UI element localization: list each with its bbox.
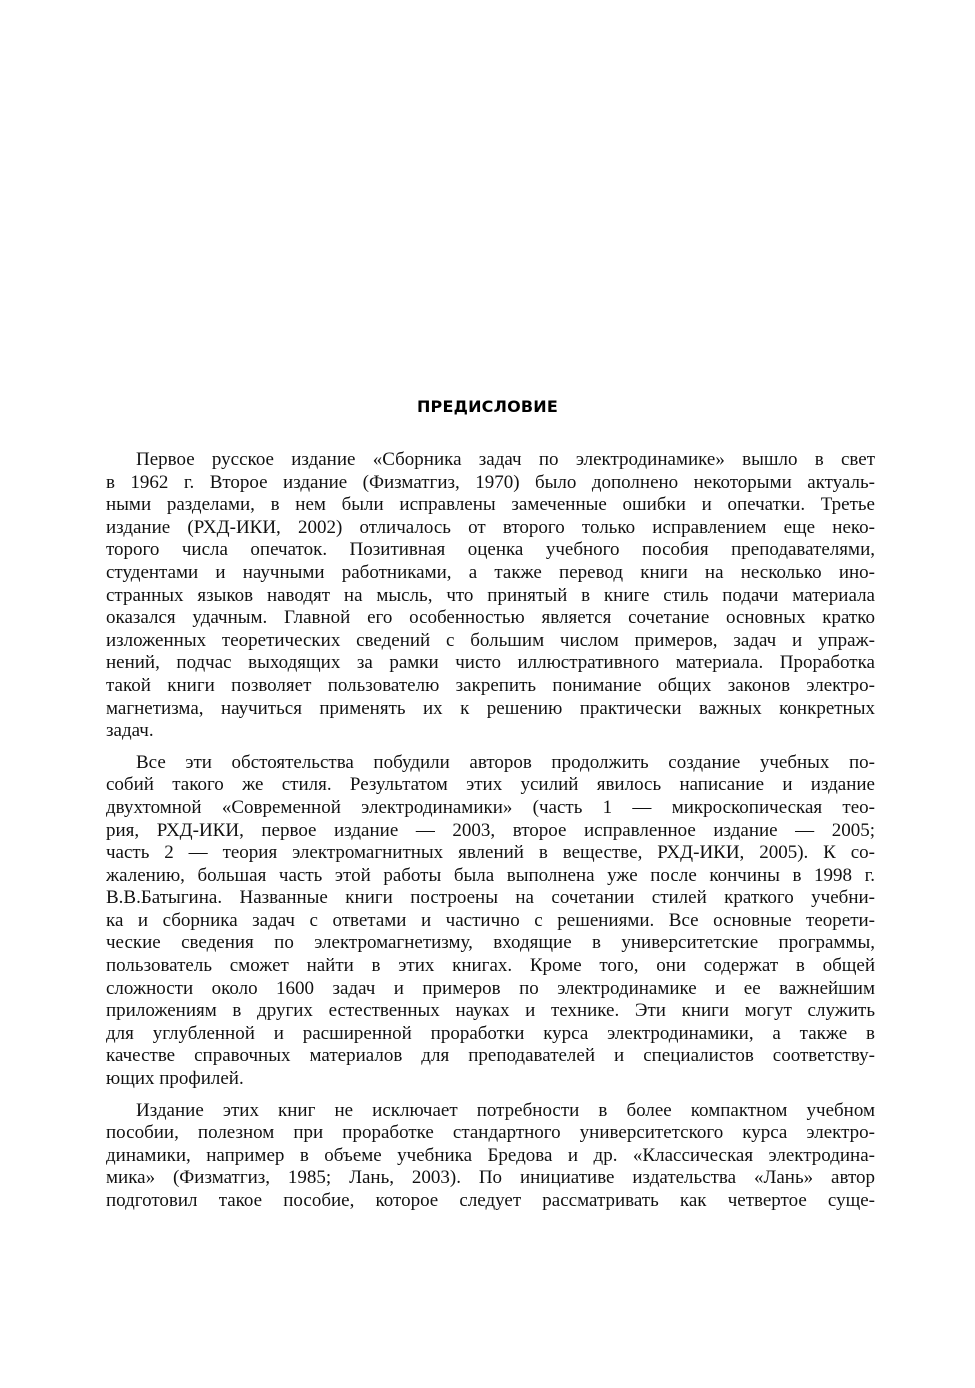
text-line: издание (РХД-ИКИ, 2002) отличалось от второго только исправлением еще неко-: [106, 516, 875, 538]
text-line: нений, подчас выходящих за рамки чисто иллюстративного материала. Проработка: [106, 652, 875, 674]
text-line: оказался удачным. Главной его особенностью является сочетание основных кратко: [106, 607, 875, 629]
text-line: Издание этих книг не исключает потребности в более компактном учебном: [136, 1099, 875, 1121]
text-line: в 1962 г. Второе издание (Физматгиз, 1970) было дополнено некоторыми актуаль-: [106, 471, 875, 493]
text-line: Все эти обстоятельства побудили авторов продолжить создание учебных по-: [136, 751, 875, 773]
text-line: Первое русское издание «Сборника задач по электродинамике» вышло в свет: [136, 449, 875, 470]
text-line: задач.: [106, 720, 154, 742]
text-line: мика» (Физматгиз, 1985; Лань, 2003). По инициативе издательства «Лань» автор: [106, 1167, 875, 1189]
text-line: изложенных теоретических сведений с большим числом примеров, задач и упраж-: [106, 629, 875, 651]
text-line: для углубленной и расширенной проработки курса электродинамики, а также в: [106, 1022, 875, 1044]
text-line: ка и сборника задач с ответами и частично с решениями. Все основные теорети-: [106, 909, 875, 931]
body-text: [106, 449, 875, 1222]
text-line: собий такого же стиля. Результатом этих усилий явилось написание и издание: [106, 774, 875, 796]
text-line: ными разделами, в нем были исправлены замеченные ошибки и опечатки. Третье: [106, 494, 875, 516]
text-line: качестве справочных материалов для преподавателей и специалистов соответству-: [106, 1045, 875, 1067]
paragraph: [106, 1100, 875, 1213]
text-line: рия, РХД-ИКИ, первое издание — 2003, второе исправленное издание — 2005;: [106, 819, 875, 841]
text-line: торого числа опечаток. Позитивная оценка учебного пособия преподавателями,: [106, 539, 875, 561]
text-line: сложности около 1600 задач и примеров по электродинамике и ее важнейшим: [106, 977, 875, 999]
text-line: приложениям в других естественных науках и технике. Эти книги могут служить: [106, 1000, 875, 1022]
page-title: ПРЕДИСЛОВИЕ: [416, 397, 559, 416]
text-line: ческие сведения по электромагнетизму, входящие в университетские программы,: [106, 932, 875, 954]
text-line: жалению, большая часть этой работы была выполнена уже после кончины в 1998 г.: [106, 864, 875, 886]
text-line: студентами и научными работниками, а также перевод книги на несколько ино-: [106, 561, 875, 583]
paragraph: [106, 449, 875, 743]
text-line: такой книги позволяет пользователю закрепить понимание общих законов электро-: [106, 674, 875, 696]
paragraph: [106, 752, 875, 1091]
text-line: подготовил такое пособие, которое следует рассматривать как четвертое суще-: [106, 1190, 875, 1211]
text-line: двухтомной «Современной электродинамики» (часть 1 — микроскопическая тео-: [106, 796, 875, 818]
text-line: ющих профилей.: [106, 1068, 244, 1090]
text-line: динамики, например в объеме учебника Бредова и др. «Классическая электродина-: [106, 1144, 875, 1166]
text-line: В.В.Батыгина. Названные книги построены на сочетании стилей краткого учебни-: [106, 887, 875, 909]
text-line: пользователь сможет найти в этих книгах. Кроме того, они содержат в общей: [106, 955, 875, 977]
text-line: странных языков наводят на мысль, что принятый в книге стиль подачи материала: [106, 584, 875, 606]
text-line: пособии, полезном при проработке стандартного университетского курса электро-: [106, 1122, 875, 1144]
text-line: часть 2 — теория электромагнитных явлений в веществе, РХД-ИКИ, 2005). К со-: [106, 842, 875, 864]
text-line: магнетизма, научиться применять их к решению практически важных конкретных: [106, 697, 875, 719]
